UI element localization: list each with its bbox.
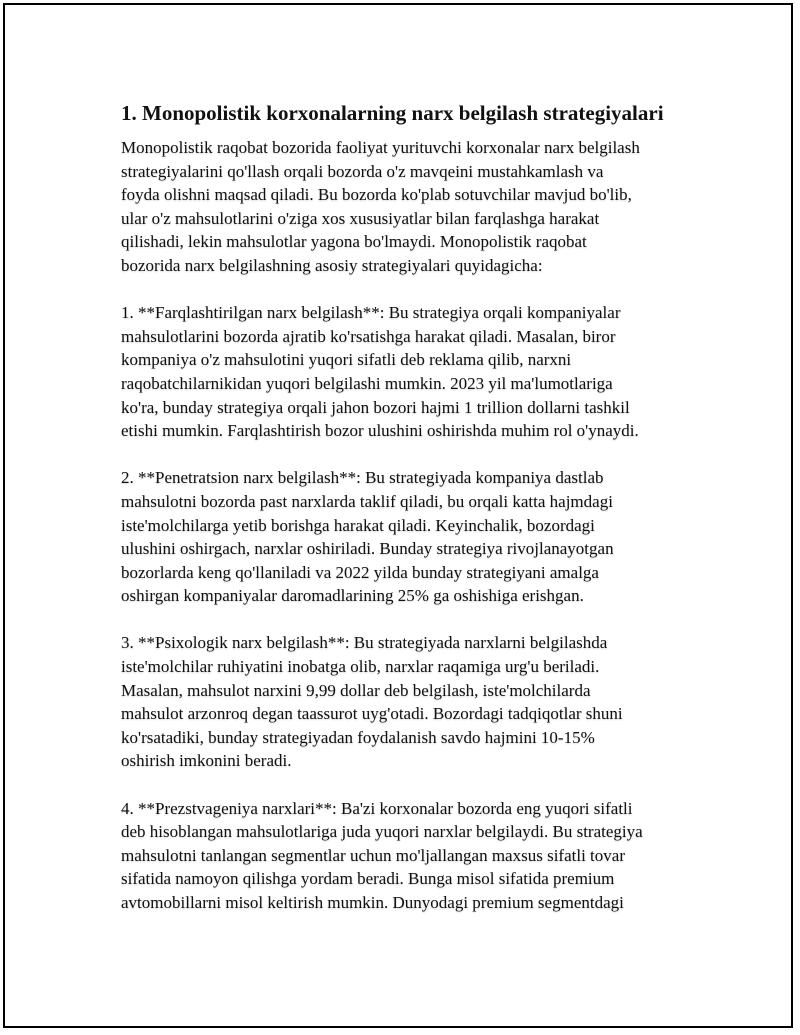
section-heading: 1. Monopolistik korxonalarning narx belgilash strategiyalari [121,101,664,125]
document-content [121,100,701,938]
strategy-1-paragraph: 1. **Farqlashtirilgan narx belgilash**: Bu strategiya orqali kompaniyalar mahsulotlarini bozorda ajratib ko'rsatishga harakat qiladi. Masalan, biror kompaniya o'z mahsulotini yuqori sifatli deb reklama qilib, narxni raqobatchilarnikidan yuqori belgilashi mumkin. 2023 yil ma'lumotlariga ko'ra, bunday strategiya orqali jahon bozori hajmi 1 trillion dollarni tashkil etishi mumkin. Farqlashtirish bozor ulushini oshirishda muhim rol o'ynaydi. [121,303,639,441]
strategy-3-paragraph: 3. **Psixologik narx belgilash**: Bu strategiyada narxlarni belgilashda iste'molchilar ruhiyatini inobatga olib, narxlar raqamiga urg'u beriladi. Masalan, mahsulot narxini 9,99 dollar deb belgilash, iste'molchilarda mahsulot arzonroq degan taassurot uyg'otadi. Bozordagi tadqiqotlar shuni ko'rsatadiki, bunday strategiyadan foydalanish savdo hajmini 10-15% oshirish imkonini beradi. [121,633,623,771]
strategy-4-paragraph: 4. **Prezstvageniya narxlari**: Ba'zi korxonalar bozorda eng yuqori sifatli deb hisoblangan mahsulotlariga juda yuqori narxlar belgilaydi. Bu strategiya mahsulotni tanlangan segmentlar uchun mo'ljallangan maxsus sifatli tovar sifatida namoyon qilishga yordam beradi. Bunga misol sifatida premium avtomobillarni misol keltirish mumkin. Dunyodagi premium segmentdagi [121,798,643,912]
document-page [3,3,793,1028]
intro-paragraph: Monopolistik raqobat bozorida faoliyat yurituvchi korxonalar narx belgilash strategiyalarini qo'llash orqali bozorda o'z mavqeini mustahkamlash va foyda olishni maqsad qiladi. Bu bozorda ko'plab sotuvchilar mavjud bo'lib, ular o'z mahsulotlarini o'ziga xos xususiyatlar bilan farqlashga harakat qilishadi, lekin mahsulotlar yagona bo'lmaydi. Monopolistik raqobat bozorida narx belgilashning asosiy strategiyalari quyidagicha: [121,138,640,275]
strategy-2-paragraph: 2. **Penetratsion narx belgilash**: Bu strategiyada kompaniya dastlab mahsulotni bozorda past narxlarda taklif qiladi, bu orqali katta hajmdagi iste'molchilarga yetib borishga harakat qiladi. Keyinchalik, bozordagi ulushini oshirgach, narxlar oshiriladi. Bunday strategiya rivojlanayotgan bozorlarda keng qo'llaniladi va 2022 yilda bunday strategiyani amalga oshirgan kompaniyalar daromadlarining 25% ga oshishiga erishgan. [121,468,614,606]
